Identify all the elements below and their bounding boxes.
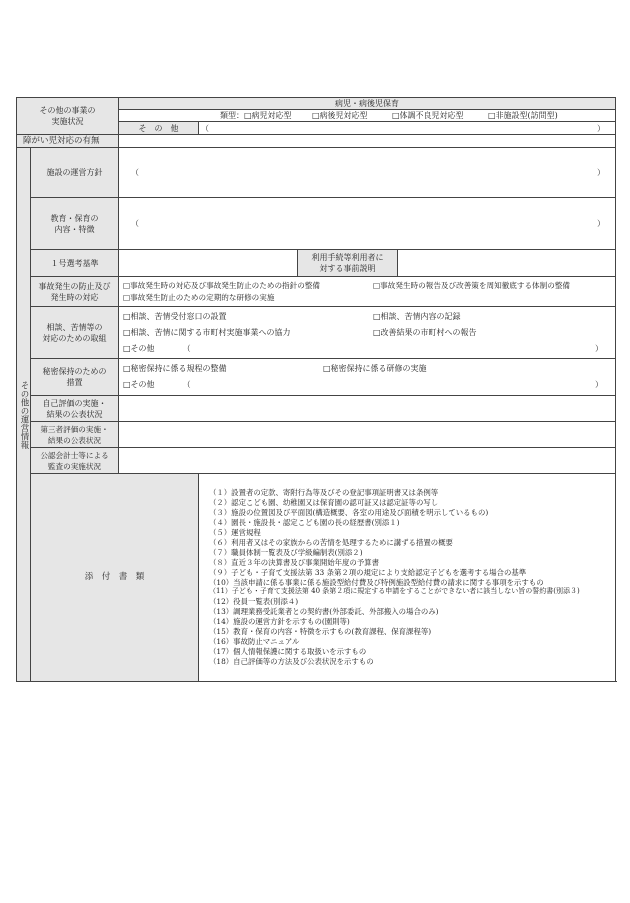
attachment-item: （７）職員体制一覧表及び学級編制表(別添２) [209,547,363,557]
accident-checkbox[interactable]: □事故発生時の報告及び改善策を周知徹底する体制の整備 [373,280,571,290]
complaint-checkbox[interactable]: □改善結果の市町村への報告 [373,327,477,337]
secrecy-checkbox[interactable]: □秘密保持に係る規程の整備 [123,364,227,373]
secrecy-label: 秘密保持のための 措置 [31,359,119,396]
self-eval-label: 自己評価の実施・ 結果の公表状況 [31,396,119,422]
type-checkbox[interactable]: □非施設型(訪問型) [488,111,558,120]
complaint-label: 相談、苦情等の 対応のための取組 [31,307,119,359]
form-page [16,97,615,682]
attachment-item: （５）運営規程 [209,527,261,537]
complaint-checkbox[interactable]: □相談、苦情内容の記録 [373,311,461,321]
attachment-item: （14）施設の運営方針を示すもの(園則等) [209,617,350,627]
policy-label: 施設の運営方針 [31,148,119,198]
type-checkbox[interactable]: □病児対応型 [244,111,292,120]
facility-info-table [16,97,616,682]
policy-field[interactable]: （ ） [119,148,616,198]
operation-side-label: その他の運営情報 [17,148,31,682]
complaint-checkbox[interactable]: □相談、苦情に関する市町村実施事業への協力 [123,327,291,337]
attachment-item: （10）当該申請に係る事業に係る施設型給付費及び特例施設型給付費の請求に関する事項を示すもの [209,577,544,587]
selection-field[interactable] [119,250,298,277]
other-services-other-field[interactable]: （ ） [199,122,616,135]
attachment-item: （４）園長・施設長・認定こども園の長の経歴書(別添１) [209,518,400,528]
sick-child-care-types: 類型： □病児対応型 □病後児対応型 □体調不良児対応型 □非施設型(訪問型) [119,110,616,122]
audit-field[interactable] [119,448,616,474]
secrecy-checkbox[interactable]: □秘密保持に係る研修の実施 [323,364,427,373]
type-checkbox[interactable]: □体調不良児対応型 [392,111,464,120]
attachment-item: （２）認定こども園、幼稚園又は保育園の認可証又は認定証等の写し [209,498,439,508]
secrecy-options: □秘密保持に係る規程の整備 □秘密保持に係る研修の実施 □その他 （ ） [119,359,616,396]
accident-checkbox[interactable]: □事故発生時の対応及び事故発生防止のための指針の整備 [123,280,321,290]
attachment-item: （６）利用者又はその家族からの苦情を処理するために講ずる措置の概要 [209,537,453,547]
prior-explanation-field[interactable] [398,250,616,277]
accident-label: 事故発生の防止及び 発生時の対応 [31,277,119,307]
complaint-checkbox[interactable]: □相談、苦情受付窓口の設置 [123,311,227,321]
secrecy-other-checkbox[interactable]: □その他 [123,380,155,389]
attachment-item: （１）設置者の定款、寄附行為等及びその登記事項証明書又は条例等 [209,488,439,498]
type-checkbox[interactable]: □病後児対応型 [312,111,368,120]
disability-label: 障がい児対応の有無 [17,135,119,148]
attachment-item: （15）教育・保育の内容・特徴を示すもの(教育課程、保育課程等) [209,627,432,637]
attachment-item: （12）役員一覧表(別添４) [209,597,299,607]
accident-checkbox[interactable]: □事故発生防止のための定期的な研修の実施 [123,292,275,302]
attachments-label: 添 付 書 類 [31,474,199,682]
attachments-list [199,474,616,682]
complaint-other-checkbox[interactable]: □その他 [123,343,155,353]
complaint-options: □相談、苦情受付窓口の設置 □相談、苦情内容の記録 □相談、苦情に関する市町村実施事業への協力 □改善結果の市町村への報告 □その他 （ ） [119,307,616,359]
attachment-item: （11）子ども・子育て支援法第 40 条第２項に規定する申請をすることができない者に該当しない旨の誓約書(別添３) [209,587,580,596]
audit-label: 公認会計士等による 監査の実施状況 [31,448,119,474]
attachment-item: （16）事故防止マニュアル [209,636,300,646]
education-field[interactable]: （ ） [119,198,616,250]
third-party-eval-label: 第三者評価の実施・ 結果の公表状況 [31,422,119,448]
attachment-item: （18）自己評価等の方法及び公表状況を示すもの [209,656,374,666]
third-party-eval-field[interactable] [119,422,616,448]
selection-label: １号選考基準 [31,250,119,277]
sick-child-care-header: 病児・病後児保育 [119,98,616,110]
attachment-item: （９）子ども・子育て支援法第 33 条第２項の規定により支給認定子どもを選考する場合の基準 [209,567,527,577]
attachment-item: （８）直近３年の決算書及び事業開始年度の予算書 [209,557,379,567]
attachment-item: （13）調理業務受託業者との契約書(外部委託、外部搬入の場合のみ) [209,607,439,617]
other-label: そ の 他 [119,122,199,135]
attachment-item: （３）施設の位置図及び平面図(構造概要、各室の用途及び面積を明示しているもの) [209,508,489,518]
prior-explanation-label: 利用手続等利用者に 対する事前説明 [298,250,398,277]
other-services-label: その他の事業の 実施状況 [17,98,119,135]
disability-field[interactable] [119,135,616,148]
accident-options [119,277,616,307]
education-label: 教育・保育の 内容・特徴 [31,198,119,250]
self-eval-field[interactable] [119,396,616,422]
attachment-item: （17）個人情報保護に関する取扱いを示すもの [209,646,367,656]
